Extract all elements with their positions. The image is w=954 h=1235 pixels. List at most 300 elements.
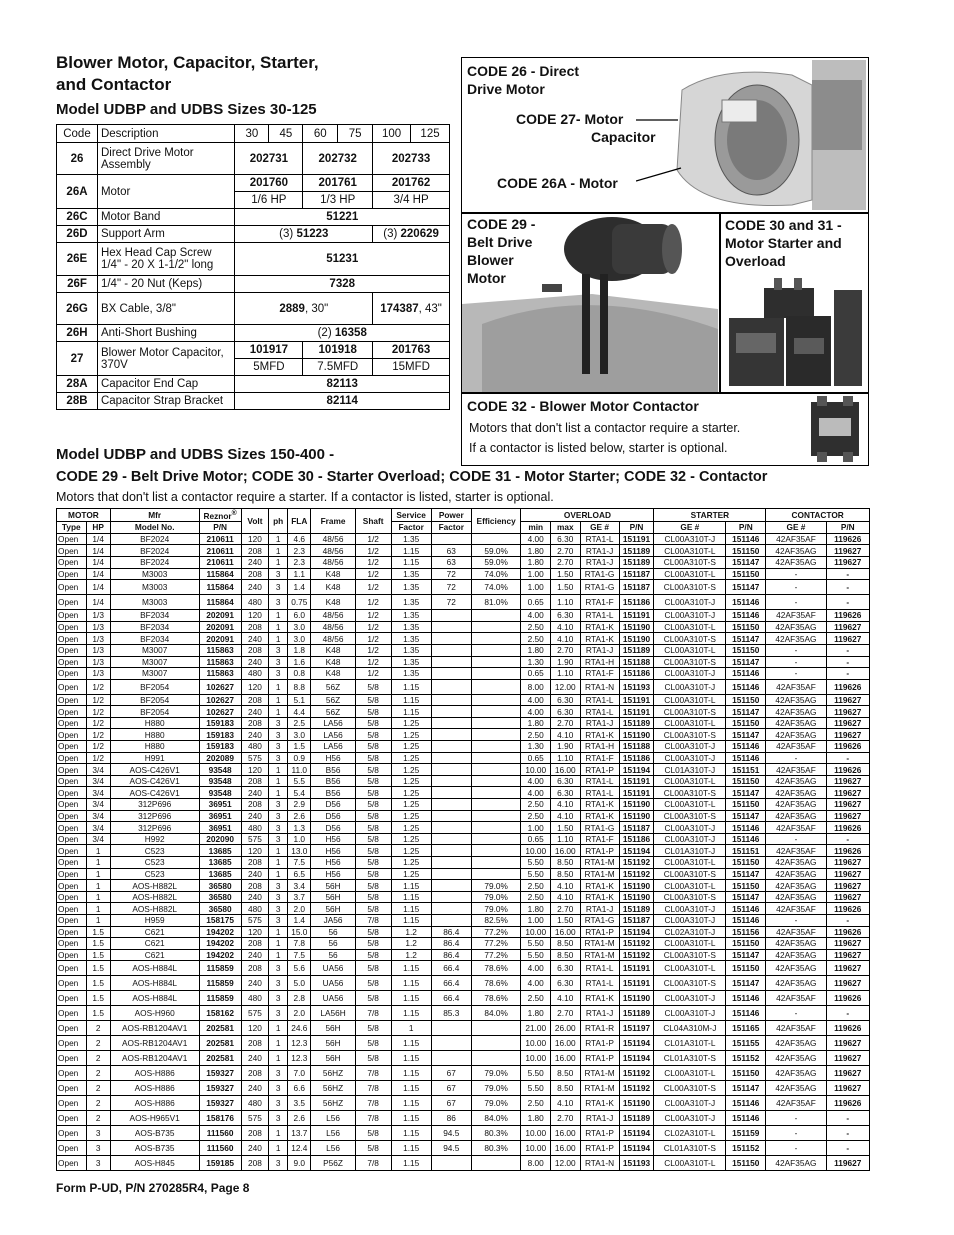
table-cell: AOS-H882L (110, 880, 199, 892)
part-number: 201761 (303, 175, 373, 192)
table-cell: RTA1-K (580, 729, 619, 741)
table-cell: 42AF35AG (766, 1036, 826, 1051)
table-cell (471, 741, 521, 753)
table-cell: H880 (110, 717, 199, 729)
table-cell: 240 (241, 891, 268, 903)
table-cell: 8.50 (550, 868, 580, 880)
table-cell: 1.3 (288, 822, 311, 834)
table-cell (471, 679, 521, 694)
table-row (57, 143, 450, 175)
table-cell: 86.4 (431, 926, 471, 938)
table-cell: 119627 (826, 694, 869, 706)
table-cell: 151147 (726, 656, 766, 668)
table-cell: 3.0 (288, 621, 311, 633)
table-cell: BF2024 (110, 533, 199, 545)
table-cell: 42AF35AG (766, 857, 826, 869)
table-cell: 1.50 (550, 568, 580, 580)
table-cell: 119626 (826, 926, 869, 938)
table-cell: 240 (241, 580, 268, 595)
table-cell: 151146 (726, 991, 766, 1006)
table-cell: 151192 (619, 1066, 654, 1081)
table-cell (471, 668, 521, 680)
table-cell: H56 (311, 833, 355, 845)
table-cell: RTA1-N (580, 679, 619, 694)
table-cell (431, 1036, 471, 1051)
table-cell: 3 (269, 1066, 288, 1081)
table-cell: 5.50 (521, 868, 551, 880)
table-cell: 151147 (726, 976, 766, 991)
table-cell: RTA1-M (580, 938, 619, 950)
table-cell: 1.25 (391, 729, 431, 741)
table-cell (431, 656, 471, 668)
table-cell: 119626 (826, 845, 869, 857)
table-cell: P56Z (311, 1156, 355, 1171)
note-line-1: Motors that don't list a contactor require a starter. (469, 421, 741, 435)
table-cell: 36580 (199, 903, 241, 915)
description-cell: Support Arm (97, 226, 235, 243)
table-cell (471, 752, 521, 764)
table-cell: 4.10 (550, 810, 580, 822)
table-cell: AOS-C426V1 (110, 775, 199, 787)
description-cell: Motor (97, 175, 235, 209)
table-cell: 119627 (826, 1156, 869, 1171)
table-row (57, 857, 870, 869)
table-cell: 8.50 (550, 1081, 580, 1096)
table-cell: 151150 (726, 621, 766, 633)
table-cell: Open (57, 938, 87, 950)
col-model-no: Model No. (110, 521, 199, 533)
table-cell: 42AF35AG (766, 1051, 826, 1066)
table-cell: 48/56 (311, 621, 355, 633)
table-cell: 151188 (619, 656, 654, 668)
table-cell: 151152 (726, 1051, 766, 1066)
table-cell: 151190 (619, 729, 654, 741)
table-cell: 1 (269, 938, 288, 950)
table-cell: 208 (241, 694, 268, 706)
table-cell: 1.10 (550, 752, 580, 764)
table-cell: L56 (311, 1126, 355, 1141)
table-cell: 151186 (619, 752, 654, 764)
table-cell: 3 (269, 644, 288, 656)
table-cell: 5.50 (521, 949, 551, 961)
table-row (57, 991, 870, 1006)
table-cell: 36580 (199, 880, 241, 892)
table-cell: H992 (110, 833, 199, 845)
table-cell: 2.70 (550, 644, 580, 656)
table-cell: Open (57, 1006, 87, 1021)
table-cell: 151146 (726, 914, 766, 926)
table-cell: 56 (311, 949, 355, 961)
table-cell: 151194 (619, 1051, 654, 1066)
table-cell: 119626 (826, 764, 869, 776)
table-cell: 2.50 (521, 1096, 551, 1111)
table-cell: 2 (86, 1021, 110, 1036)
table-cell: 5/8 (355, 1126, 391, 1141)
table-cell: RTA1-G (580, 568, 619, 580)
table-cell: 1/3 (86, 668, 110, 680)
table-cell: 2.50 (521, 633, 551, 645)
table-cell: D56 (311, 810, 355, 822)
table-cell: 202581 (199, 1036, 241, 1051)
table-cell: 1 (269, 926, 288, 938)
table-cell: UA56 (311, 976, 355, 991)
table-cell: Open (57, 1096, 87, 1111)
table-cell: CL01A310T-J (654, 764, 726, 776)
table-cell: 5.50 (521, 1066, 551, 1081)
table-cell: 4.00 (521, 533, 551, 545)
table-cell: 119627 (826, 880, 869, 892)
table-row (57, 1096, 870, 1111)
table-cell: RTA1-H (580, 656, 619, 668)
part-number: 201763 (373, 342, 450, 359)
table-cell: Open (57, 914, 87, 926)
table-cell: 480 (241, 668, 268, 680)
table-cell: 1 (86, 845, 110, 857)
table-cell: 4.00 (521, 787, 551, 799)
callout-lines (636, 116, 756, 186)
table-cell: 1.25 (391, 787, 431, 799)
table-cell: 115864 (199, 595, 241, 610)
part-number: 82113 (235, 376, 450, 393)
table-cell: Open (57, 533, 87, 545)
table-cell: 151156 (726, 926, 766, 938)
table-cell (471, 775, 521, 787)
table-cell: 1/2 (355, 595, 391, 610)
table-cell: RTA1-K (580, 1096, 619, 1111)
code-cell: 26E (57, 243, 98, 276)
table-cell: 7/8 (355, 1096, 391, 1111)
table-cell: 119627 (826, 787, 869, 799)
table-cell: 3 (269, 914, 288, 926)
table-cell: 8.50 (550, 949, 580, 961)
table-cell: CL00A310T-L (654, 857, 726, 869)
table-cell: C621 (110, 926, 199, 938)
table-cell: 1.5 (86, 1006, 110, 1021)
table-cell: 42AF35AG (766, 787, 826, 799)
table-cell: 575 (241, 914, 268, 926)
table-cell: 208 (241, 938, 268, 950)
table-cell: 1/2 (355, 556, 391, 568)
table-row (57, 668, 870, 680)
table-cell: 6.30 (550, 976, 580, 991)
table-cell: C621 (110, 949, 199, 961)
table-cell: 208 (241, 961, 268, 976)
table-cell: 1/4 (86, 568, 110, 580)
code-cell: 26A (57, 175, 98, 209)
table-cell: D56 (311, 822, 355, 834)
table-cell: 151147 (726, 633, 766, 645)
table-cell: 3.7 (288, 891, 311, 903)
table-cell: LA56H (311, 1006, 355, 1021)
table-cell: 42AF35AG (766, 799, 826, 811)
table-row (57, 556, 870, 568)
table-cell: RTA1-J (580, 717, 619, 729)
table-cell: 240 (241, 656, 268, 668)
table-cell: - (826, 1141, 869, 1156)
table-cell: 1.25 (391, 741, 431, 753)
description-cell: 1/4" - 20 Nut (Keps) (97, 276, 235, 293)
table-cell: 10.00 (521, 1126, 551, 1141)
table-row (57, 1081, 870, 1096)
table-cell: Open (57, 595, 87, 610)
table-cell: 1.15 (391, 976, 431, 991)
table-cell: 12.4 (288, 1141, 311, 1156)
table-cell: RTA1-K (580, 799, 619, 811)
table-cell: 42AF35AF (766, 741, 826, 753)
table-cell: 16.00 (550, 1051, 580, 1066)
table-cell: 93548 (199, 764, 241, 776)
col-service-factor: Service (391, 509, 431, 522)
table-cell: 42AF35AG (766, 694, 826, 706)
table-cell: 56H (311, 1051, 355, 1066)
table-cell: 80.3% (471, 1141, 521, 1156)
table-cell: 2.50 (521, 810, 551, 822)
description-cell: Anti-Short Bushing (97, 325, 235, 342)
table-cell: 42AF35AF (766, 903, 826, 915)
table-cell: 1.15 (391, 1126, 431, 1141)
table-cell: B56 (311, 787, 355, 799)
table-cell: RTA1-L (580, 533, 619, 545)
note-line-2: If a contactor is listed below, starter is optional. (469, 441, 728, 455)
table-cell: 1/2 (86, 741, 110, 753)
table-cell: 240 (241, 1081, 268, 1096)
table-cell: CL00A310T-S (654, 656, 726, 668)
table-cell: 119627 (826, 556, 869, 568)
table-row (57, 799, 870, 811)
table-cell: 151190 (619, 880, 654, 892)
table-cell: 151191 (619, 706, 654, 718)
table-cell: 1.15 (391, 1051, 431, 1066)
table-cell: H880 (110, 729, 199, 741)
table-cell (471, 810, 521, 822)
table-cell (431, 679, 471, 694)
table-cell: 5/8 (355, 1021, 391, 1036)
table-cell: 208 (241, 545, 268, 557)
table-cell: RTA1-L (580, 775, 619, 787)
table-cell: 3 (269, 1096, 288, 1111)
table-cell: 119627 (826, 775, 869, 787)
table-cell: 119626 (826, 903, 869, 915)
table-cell: 78.6% (471, 991, 521, 1006)
table-cell: 42AF35AG (766, 976, 826, 991)
table-cell: 2.70 (550, 556, 580, 568)
table-cell: 120 (241, 679, 268, 694)
table-cell: 12.3 (288, 1051, 311, 1066)
table-cell: 208 (241, 568, 268, 580)
table-cell: 312P696 (110, 799, 199, 811)
table-cell: 94.5 (431, 1126, 471, 1141)
table-cell: 1.15 (391, 961, 431, 976)
table-cell: 1 (269, 868, 288, 880)
table-cell: AOS-B735 (110, 1126, 199, 1141)
table-cell: 79.0% (471, 903, 521, 915)
table-cell: RTA1-K (580, 991, 619, 1006)
title-line-1: Blower Motor, Capacitor, Starter, (56, 53, 319, 72)
table-cell: Open (57, 845, 87, 857)
table-cell: 3/4 (86, 810, 110, 822)
table-cell: 151187 (619, 568, 654, 580)
table-cell: 1.35 (391, 656, 431, 668)
table-cell: - (826, 595, 869, 610)
table-cell: 79.0% (471, 891, 521, 903)
contactor-photo (805, 396, 865, 462)
table-cell: 151193 (619, 1156, 654, 1171)
table-cell: 1.15 (391, 1081, 431, 1096)
table-cell: 575 (241, 833, 268, 845)
table-cell: Open (57, 545, 87, 557)
table-cell: CL00A310T-L (654, 545, 726, 557)
table-row (57, 276, 450, 293)
table-row (57, 822, 870, 834)
table-cell: RTA1-M (580, 949, 619, 961)
col-type: Type (57, 521, 87, 533)
table-cell: 10.00 (521, 1141, 551, 1156)
table-cell: 210611 (199, 556, 241, 568)
table-cell: 42AF35AF (766, 991, 826, 1006)
table-cell: CL00A310T-L (654, 1066, 726, 1081)
table-cell: BF2054 (110, 694, 199, 706)
table-cell: C523 (110, 845, 199, 857)
table-cell: 1.15 (391, 1111, 431, 1126)
table-cell: 115859 (199, 961, 241, 976)
table-cell: 3 (269, 1111, 288, 1126)
table-cell: 3/4 (86, 764, 110, 776)
table-cell: 1.35 (391, 533, 431, 545)
table-cell: 3 (269, 668, 288, 680)
table-cell: 1.90 (550, 656, 580, 668)
table-cell: 480 (241, 822, 268, 834)
table-cell: 56Z (311, 694, 355, 706)
table-cell: CL00A310T-L (654, 880, 726, 892)
table-cell: Open (57, 1141, 87, 1156)
parts-table-30-125 (56, 124, 450, 410)
table-cell: Open (57, 903, 87, 915)
table-cell: 151189 (619, 1111, 654, 1126)
table-cell: - (766, 656, 826, 668)
table-cell: 59.0% (471, 545, 521, 557)
table-cell: 85.3 (431, 1006, 471, 1021)
table-cell: 151190 (619, 891, 654, 903)
table-cell: Open (57, 976, 87, 991)
table-row (57, 545, 870, 557)
table-cell: 1/3 (86, 656, 110, 668)
table-cell: 3 (269, 741, 288, 753)
table-cell: 240 (241, 787, 268, 799)
table-cell: 56 (311, 926, 355, 938)
table-cell: 1.25 (391, 799, 431, 811)
table-cell: 119627 (826, 717, 869, 729)
table-cell: 151151 (726, 845, 766, 857)
col-75: 75 (338, 125, 373, 143)
table-row (57, 376, 450, 393)
table-cell: 202091 (199, 633, 241, 645)
table-cell: 5.0 (288, 976, 311, 991)
table-cell: 78.6% (471, 976, 521, 991)
table-row (57, 949, 870, 961)
table-cell: 3 (269, 991, 288, 1006)
table-cell: 151192 (619, 857, 654, 869)
col-motor: MOTOR (57, 509, 111, 522)
table-cell: 151152 (726, 1141, 766, 1156)
table-cell: 151191 (619, 775, 654, 787)
table-cell: C621 (110, 938, 199, 950)
table-cell: 2 (86, 1066, 110, 1081)
table-cell: CL00A310T-J (654, 991, 726, 1006)
table-cell: 159183 (199, 717, 241, 729)
table-cell: 480 (241, 903, 268, 915)
table-cell: RTA1-M (580, 868, 619, 880)
table-cell: 1.50 (550, 914, 580, 926)
table-cell: 4.10 (550, 799, 580, 811)
table-cell: 3 (269, 717, 288, 729)
table-cell: 575 (241, 752, 268, 764)
table-cell: 151197 (619, 1021, 654, 1036)
table-cell: 1/2 (355, 621, 391, 633)
table-cell: RTA1-K (580, 621, 619, 633)
table-cell: 3 (86, 1141, 110, 1156)
table-cell: 4.00 (521, 694, 551, 706)
table-cell (431, 729, 471, 741)
table-cell: 3 (269, 810, 288, 822)
table-cell: 4.00 (521, 775, 551, 787)
table-row (57, 787, 870, 799)
table-cell: 202089 (199, 752, 241, 764)
table-cell: BF2034 (110, 610, 199, 622)
table-cell: 208 (241, 621, 268, 633)
table-cell: 210611 (199, 533, 241, 545)
table-cell: 1.15 (391, 545, 431, 557)
table-cell: RTA1-R (580, 1021, 619, 1036)
table-cell: 1/2 (355, 668, 391, 680)
table-cell: 1.25 (391, 764, 431, 776)
table-cell: 151150 (726, 717, 766, 729)
table-cell: Open (57, 926, 87, 938)
table-cell: 240 (241, 1141, 268, 1156)
table-cell: 1.25 (391, 845, 431, 857)
table-cell: 5/8 (355, 926, 391, 938)
table-cell: 0.65 (521, 595, 551, 610)
table-cell: 36580 (199, 891, 241, 903)
table-cell: Open (57, 1051, 87, 1066)
table-cell (471, 1051, 521, 1066)
table-cell: 3.0 (288, 729, 311, 741)
table-cell: - (766, 595, 826, 610)
table-cell: 48/56 (311, 545, 355, 557)
table-cell: 151189 (619, 717, 654, 729)
table-cell: RTA1-H (580, 741, 619, 753)
table-cell: Open (57, 556, 87, 568)
table-cell: 1.5 (288, 741, 311, 753)
table-cell: 26.00 (550, 1021, 580, 1036)
table-cell: 151192 (619, 938, 654, 950)
description-cell: Blower Motor Capacitor, 370V (97, 342, 235, 376)
table-cell: 3 (269, 1081, 288, 1096)
table-cell: 3.4 (288, 880, 311, 892)
table-cell: 151189 (619, 1006, 654, 1021)
table-cell: CL00A310T-S (654, 868, 726, 880)
table-cell: 86.4 (431, 938, 471, 950)
table-cell: 42AF35AG (766, 729, 826, 741)
table-cell: 67 (431, 1066, 471, 1081)
table-row (57, 926, 870, 938)
table-cell: 3 (269, 729, 288, 741)
table-cell: 1 (86, 903, 110, 915)
table-cell: AOS-H845 (110, 1156, 199, 1171)
table-cell: 1 (269, 1141, 288, 1156)
table-header-row (57, 125, 450, 143)
table-cell: 5/8 (355, 903, 391, 915)
table-cell: AOS-H882L (110, 903, 199, 915)
